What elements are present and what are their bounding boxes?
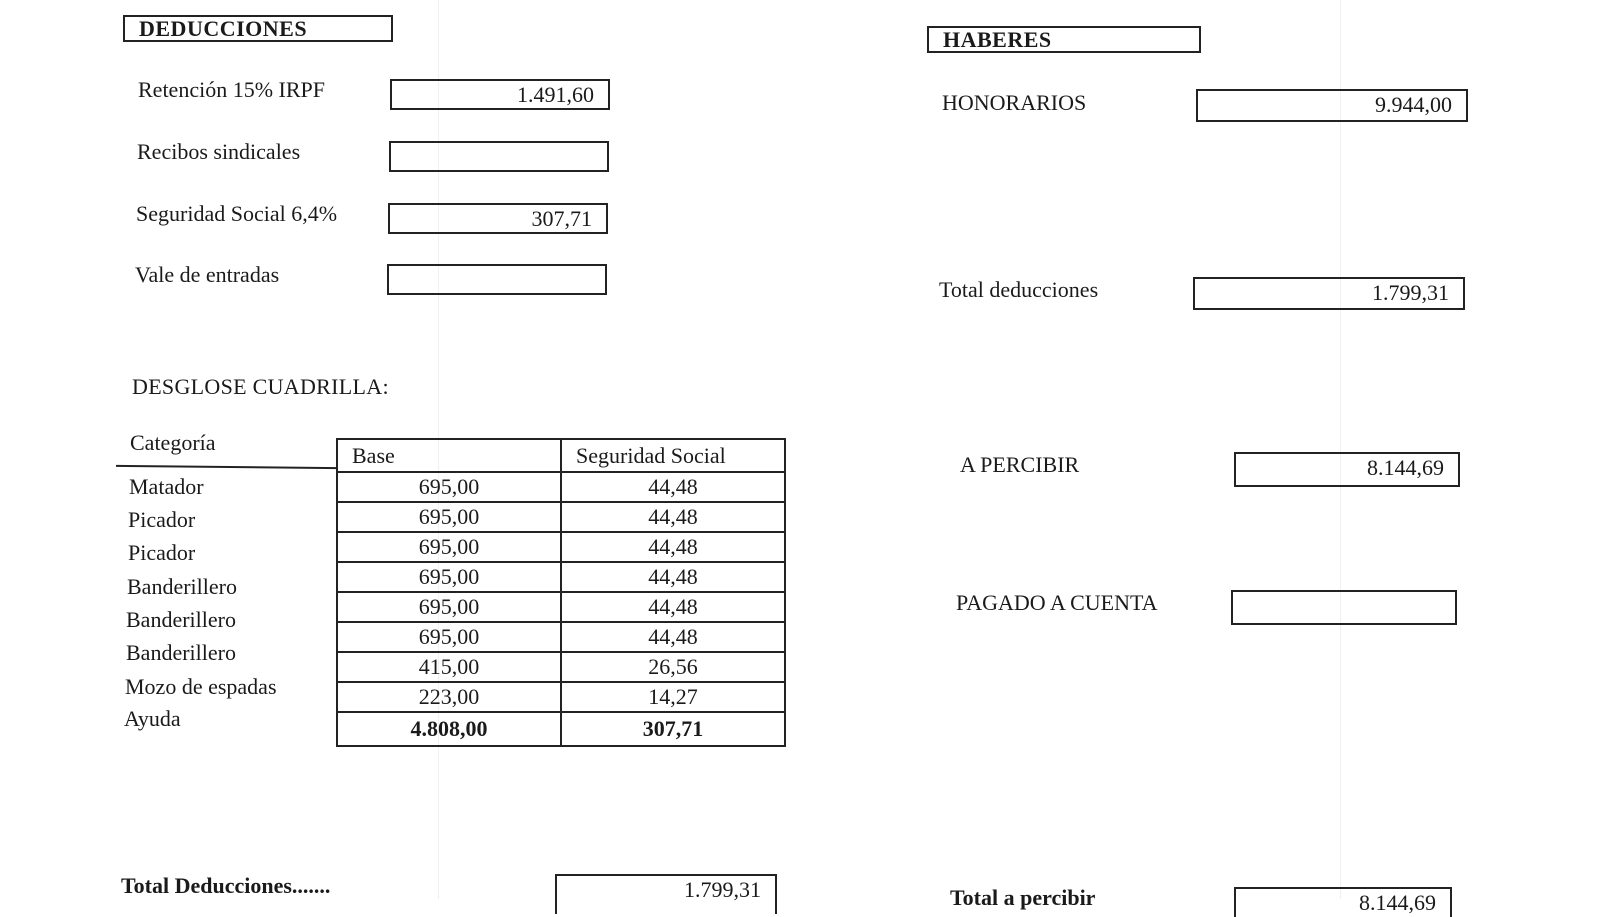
ss-cell: 44,48 (561, 562, 785, 592)
categoria-cell: Mozo de espadas (125, 674, 277, 699)
pagado-a-cuenta-label: PAGADO A CUENTA (956, 590, 1158, 615)
categoria-cell: Picador (128, 507, 196, 532)
total-deducciones-field: 1.799,31 (1193, 277, 1465, 310)
categoria-cell: Banderillero (127, 574, 237, 599)
ss-cell: 44,48 (561, 502, 785, 532)
seguridad-social-header: Seguridad Social (561, 439, 785, 472)
recibos-sindicales-field (389, 141, 609, 172)
page-fold-line (1340, 0, 1341, 899)
ss-cell: 26,56 (561, 652, 785, 682)
haberes-header: HABERES (927, 26, 1201, 53)
categoria-cell: Ayuda (124, 706, 181, 731)
honorarios-label: HONORARIOS (942, 90, 1087, 115)
base-cell: 695,00 (337, 592, 561, 622)
deducciones-header: DEDUCCIONES (123, 15, 393, 42)
categoria-header: Categoría (130, 430, 216, 455)
base-total-cell: 4.808,00 (337, 712, 561, 746)
categoria-underline (116, 465, 338, 469)
base-cell: 695,00 (337, 472, 561, 502)
recibos-sindicales-label: Recibos sindicales (137, 139, 301, 164)
categoria-cell: Banderillero (126, 607, 236, 632)
totals-row (337, 712, 785, 746)
irpf-label: Retención 15% IRPF (138, 77, 325, 102)
categoria-cell: Matador (129, 474, 204, 499)
table-row (337, 652, 785, 682)
total-deducciones-footer-label: Total Deducciones....... (121, 873, 331, 898)
vale-entradas-field (387, 264, 607, 295)
base-cell: 223,00 (337, 682, 561, 712)
categoria-cell: Picador (128, 540, 196, 565)
total-a-percibir-footer-field: 8.144,69 (1234, 887, 1452, 917)
base-cell: 695,00 (337, 532, 561, 562)
a-percibir-field: 8.144,69 (1234, 452, 1460, 487)
total-deducciones-label: Total deducciones (939, 277, 1099, 302)
irpf-value-field: 1.491,60 (390, 79, 610, 110)
base-cell: 695,00 (337, 502, 561, 532)
ss-cell: 14,27 (561, 682, 785, 712)
a-percibir-label: A PERCIBIR (960, 452, 1080, 477)
base-cell: 695,00 (337, 622, 561, 652)
seguridad-social-label: Seguridad Social 6,4% (136, 201, 338, 226)
honorarios-field: 9.944,00 (1196, 89, 1468, 122)
ss-cell: 44,48 (561, 472, 785, 502)
total-deducciones-footer-field: 1.799,31 (555, 874, 777, 914)
ss-cell: 44,48 (561, 532, 785, 562)
base-header: Base (337, 439, 561, 472)
table-row (337, 472, 785, 502)
total-a-percibir-footer-label: Total a percibir (950, 885, 1096, 910)
desglose-title: DESGLOSE CUADRILLA: (132, 374, 389, 399)
desglose-table (336, 438, 786, 747)
vale-entradas-label: Vale de entradas (135, 262, 280, 287)
table-row (337, 502, 785, 532)
ss-total-cell: 307,71 (561, 712, 785, 746)
base-cell: 695,00 (337, 562, 561, 592)
categoria-cell: Banderillero (126, 640, 236, 665)
table-row (337, 562, 785, 592)
ss-cell: 44,48 (561, 592, 785, 622)
table-row (337, 592, 785, 622)
table-row (337, 622, 785, 652)
base-cell: 415,00 (337, 652, 561, 682)
table-row (337, 532, 785, 562)
ss-cell: 44,48 (561, 622, 785, 652)
table-row (337, 682, 785, 712)
pagado-a-cuenta-field (1231, 590, 1457, 625)
seguridad-social-field: 307,71 (388, 203, 608, 234)
